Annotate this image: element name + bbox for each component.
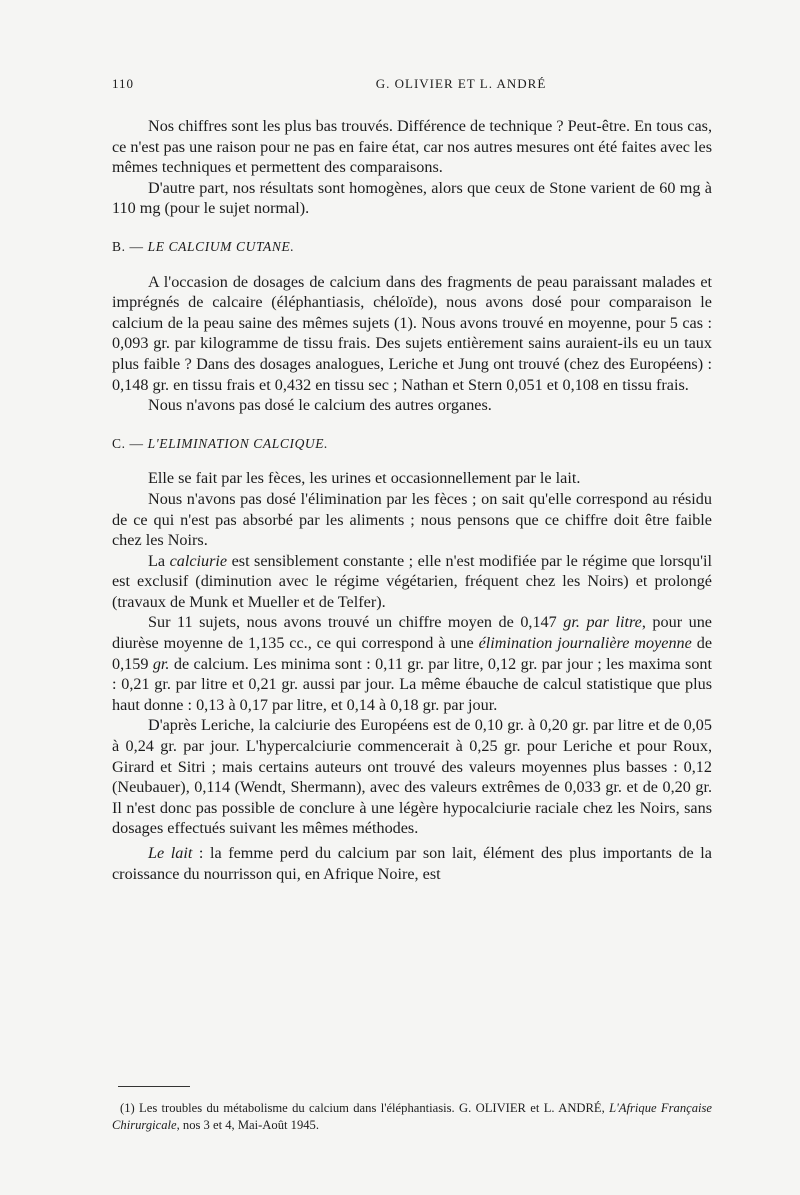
italic-term: calciurie [169, 551, 228, 570]
running-head: G. OLIVIER ET L. ANDRÉ [375, 76, 547, 91]
paragraph: D'après Leriche, la calciurie des Européens est de 0,10 gr. à 0,20 gr. par litre et de 0,05 à 0,24 gr. par jour. L'hypercalciurie commencerait à 0,25 gr. pour Leriche et pour Roux, Girard et Sitri ; mais certains auteurs ont trouvé des valeurs moyennes plus basses : 0,12 (Neubauer), 0,114 (Wendt, Shermann), avec des valeurs extrêmes de 0,033 gr. et de 0,20 gr. Il n'est donc pas possible de conclure à une légère hypocalciurie raciale chez les Noirs, sans dosages effectués suivant les mêmes méthodes. [112, 716, 712, 838]
text-run: Sur 11 sujets, nous avons trouvé un chiffre moyen de 0,147 [148, 613, 564, 632]
footnote-text [112, 1100, 712, 1134]
paragraph [112, 612, 712, 715]
section-title: LE CALCIUM CUTANE. [147, 238, 295, 254]
text-run: La [148, 551, 170, 570]
text-run: , pour une diurèse moyenne de 1,135 cc., ce qui correspond à une [112, 613, 712, 653]
italic-term: Le lait [148, 844, 193, 862]
text-run: : la femme perd du calcium par son lait, élément des plus importants de la croissance du nourrisson qui, en Afrique Noire, est [112, 844, 712, 883]
paragraph: Nos chiffres sont les plus bas trouvés. Différence de technique ? Peut-être. En tous cas, ce n'est pas une raison pour ne pas en faire état, car nos autres mesures ont été faites avec les mêmes techniques et permettent des comparaisons. [112, 117, 712, 177]
italic-term: gr. [152, 654, 170, 673]
text-run: de calcium. Les minima sont : 0,11 gr. par litre, 0,12 gr. par jour ; les maxima sont : 0,21 gr. par litre et 0,21 gr. aussi par jour. La même ébauche de calcul statistique que plus haut donne : 0,13 à 0,17 par litre, et 0,14 à 0,18 gr. par jour. [112, 654, 712, 714]
text-run: est sensiblement constante ; elle n'est modifiée par le régime que lorsqu'il est exclusif (diminution avec le régime végétarien, fréquent chez les Noirs) et prolongé (travaux de Munk et Mueller et de Telfer). [112, 551, 712, 611]
journal-title: L'Afrique Française Chirurgicale [112, 1101, 712, 1132]
footnote-divider [118, 1086, 190, 1087]
paragraph: A l'occasion de dosages de calcium dans des fragments de peau paraissant malades et imprégnés de calcaire (éléphantiasis, chéloïde), nous avons dosé pour comparaison le calcium de la peau saine des mêmes sujets (1). Nous avons trouvé en moyenne, pour 5 cas : 0,093 gr. par kilogramme de tissu frais. Des sujets entièrement sains auraient-ils eu un taux plus faible ? Dans des dosages analogues, Leriche et Jung ont trouvé (chez des Européens) : 0,148 gr. en tissu frais et 0,432 en tissu sec ; Nathan et Stern 0,051 et 0,108 en tissu frais. [112, 272, 712, 394]
paragraph [112, 843, 712, 884]
section-title: L'ELIMINATION CALCIQUE. [147, 435, 329, 451]
body-text [112, 116, 712, 884]
page-header [112, 76, 720, 96]
text-run: , nos 3 et 4, Mai-Août 1945. [176, 1118, 319, 1132]
text-run: de 0,159 [112, 634, 713, 673]
footnote [112, 1100, 712, 1134]
italic-term: élimination journalière moyenne [478, 634, 692, 653]
section-letter: B. — [112, 238, 144, 254]
section-letter: C. — [112, 435, 144, 451]
section-heading-b [112, 237, 712, 258]
italic-term: gr. par litre [563, 613, 642, 632]
paragraph: Elle se fait par les fèces, les urines et occasionnellement par le lait. [148, 469, 581, 488]
paragraph: Nous n'avons pas dosé l'élimination par les fèces ; on sait qu'elle correspond au résidu de ce qui n'est pas absorbé par les aliments ; nous pensons que ce chiffre doit être faible chez les Noirs. [112, 489, 712, 550]
section-heading-c [112, 434, 712, 455]
page-number: 110 [112, 76, 135, 91]
text-run: (1) Les troubles du métabolisme du calcium dans l'éléphantiasis. G. OLIVIER et L. ANDRÉ, [120, 1101, 610, 1115]
paragraph: D'autre part, nos résultats sont homogènes, alors que ceux de Stone varient de 60 mg à 110 mg (pour le sujet normal). [112, 178, 712, 218]
paragraph: Nous n'avons pas dosé le calcium des autres organes. [148, 396, 492, 415]
paragraph [112, 551, 712, 613]
